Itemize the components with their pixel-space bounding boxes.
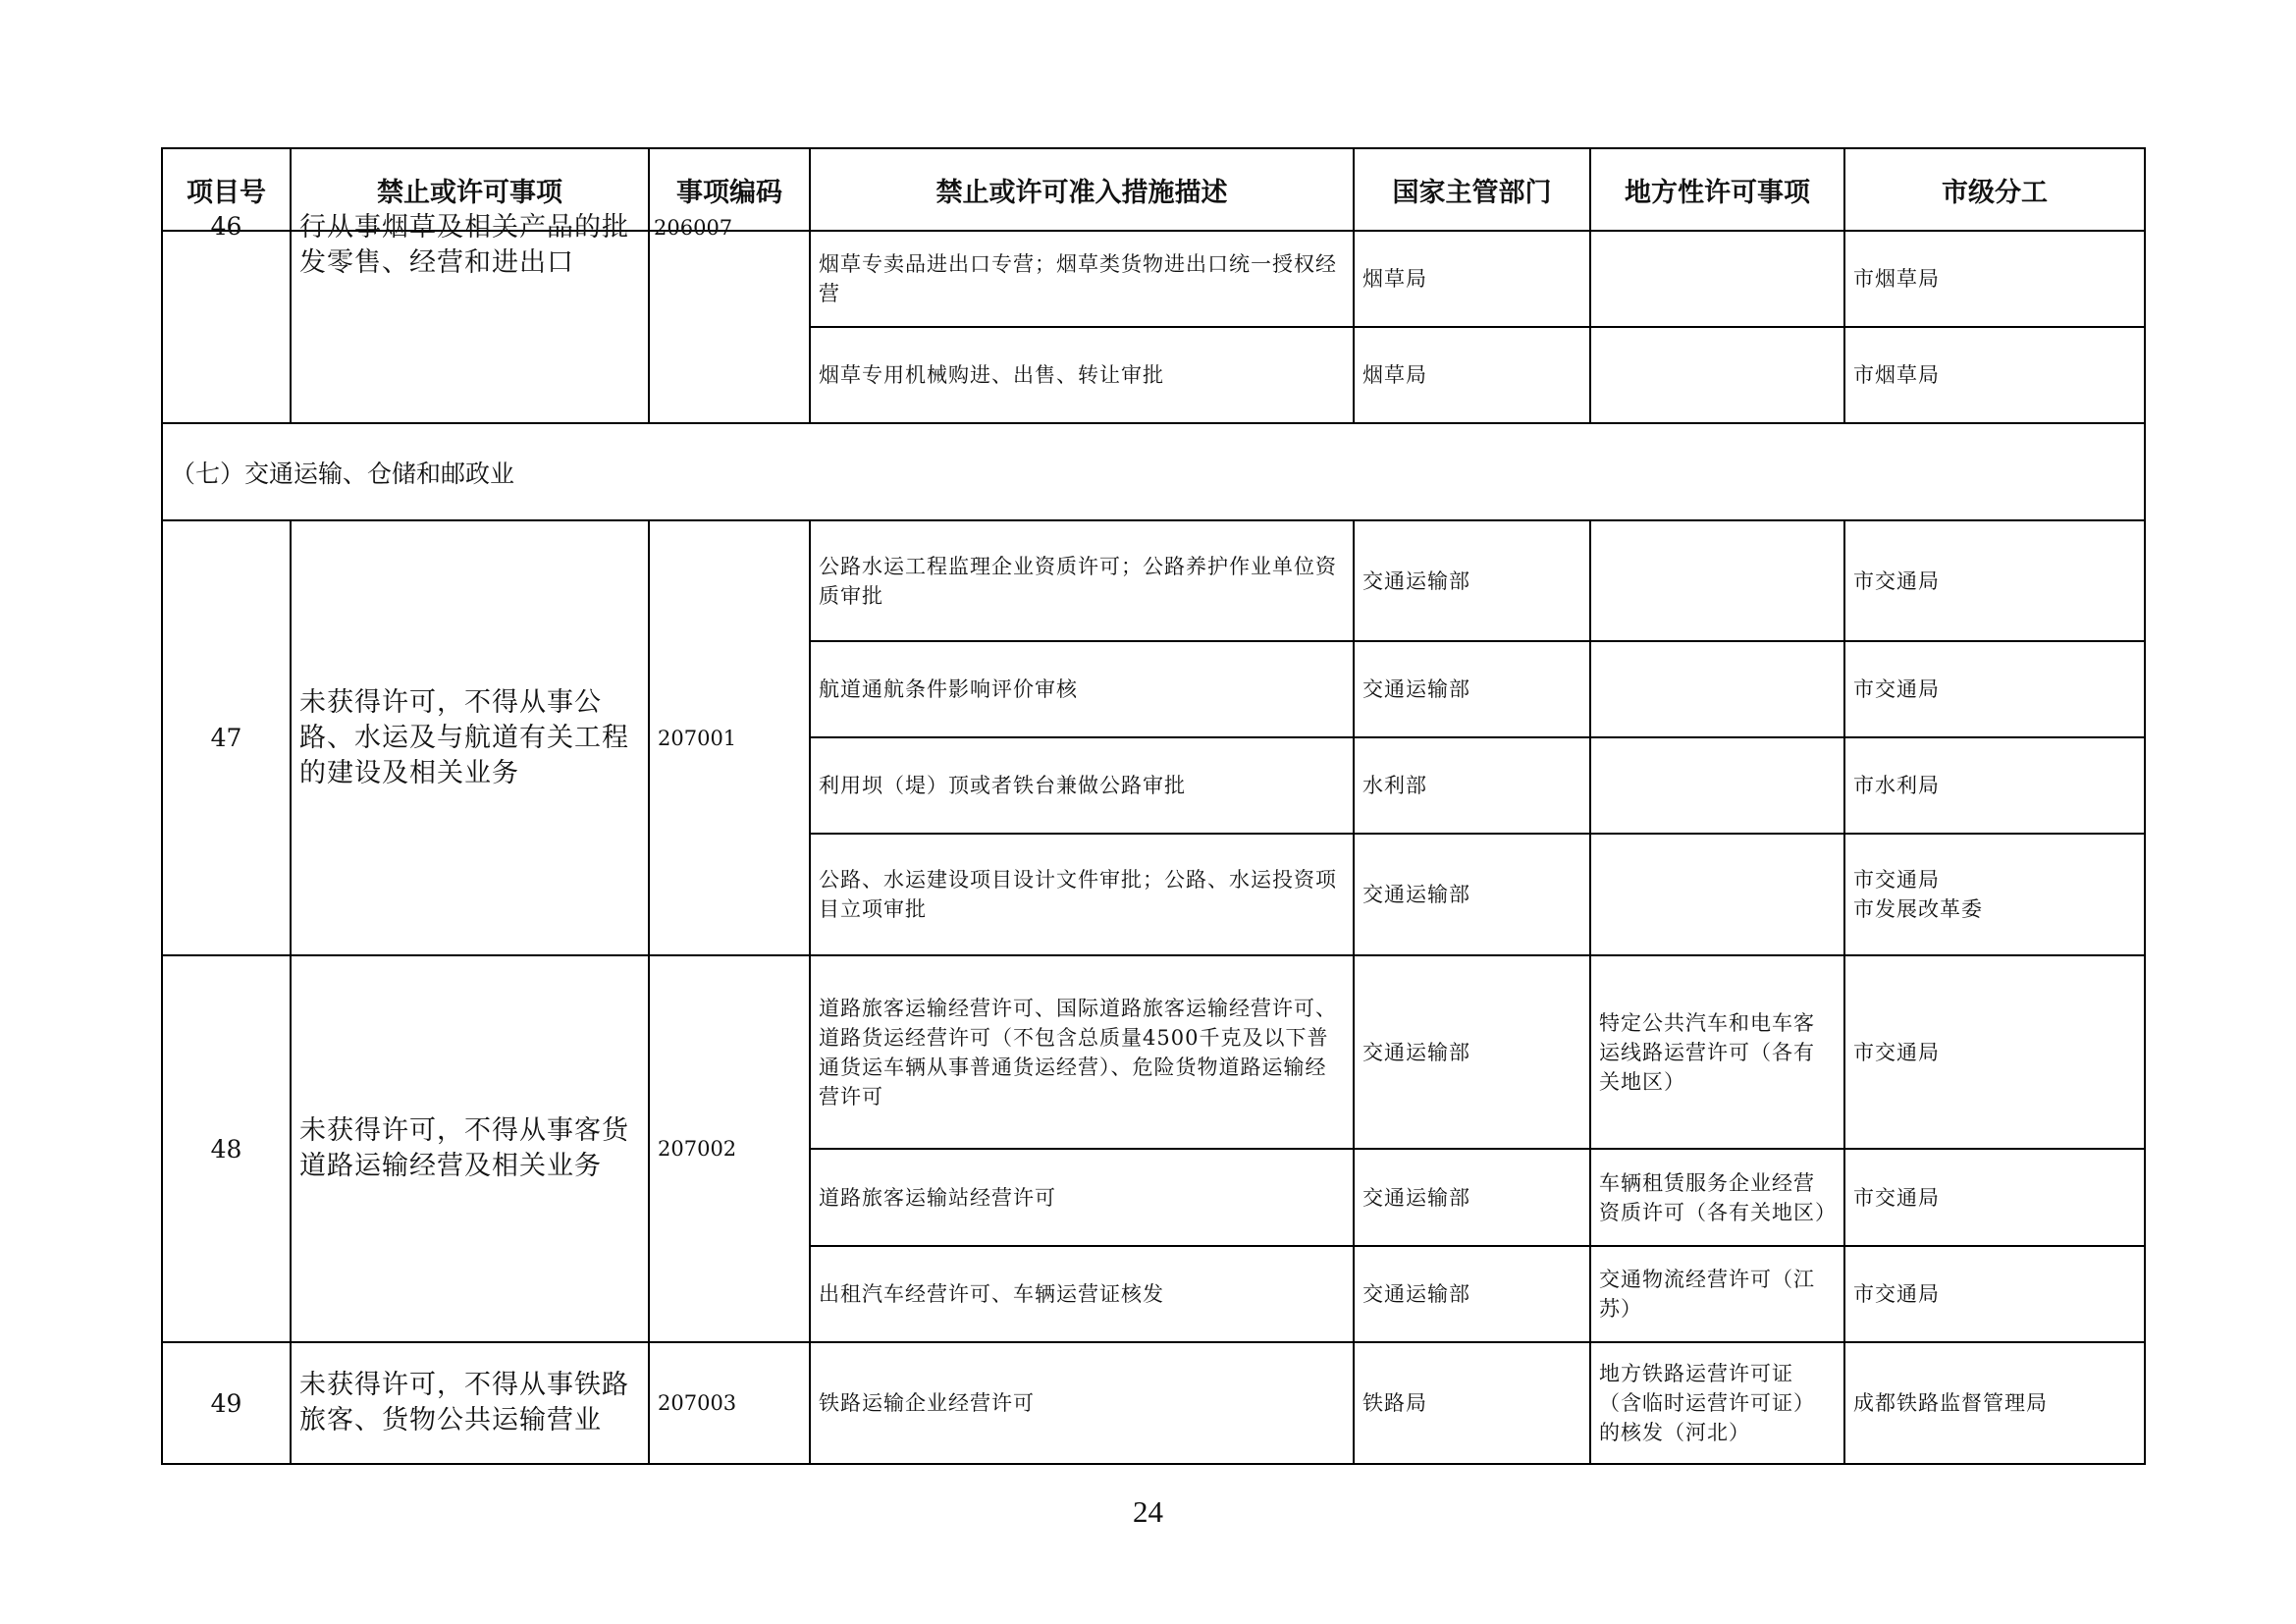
local-cell: 特定公共汽车和电车客运线路运营许可（各有关地区） [1590, 955, 1844, 1149]
table-row [162, 520, 2145, 641]
item-cell [291, 212, 649, 423]
table-row [162, 231, 2145, 327]
item-text: 未获得许可，不得从事铁路旅客、货物公共运输营业 [291, 1342, 649, 1464]
desc-cell: 道路旅客运输站经营许可 [810, 1149, 1354, 1246]
code-cell [649, 216, 810, 423]
desc-cell: 利用坝（堤）顶或者铁台兼做公路审批 [810, 737, 1354, 834]
col-header-item: 禁止或许可事项 [291, 148, 649, 231]
section-row [162, 423, 2145, 520]
page-number: 24 [1133, 1494, 1163, 1529]
table-row [162, 955, 2145, 1149]
local-cell [1590, 641, 1844, 737]
item-no-cell [162, 212, 291, 423]
local-cell [1590, 231, 1844, 327]
desc-cell: 烟草专用机械购进、出售、转让审批 [810, 327, 1354, 423]
city-cell: 市交通局 市发展改革委 [1844, 834, 2145, 955]
local-cell [1590, 834, 1844, 955]
dept-cell: 铁路局 [1354, 1342, 1590, 1464]
col-header-code: 事项编码 [649, 148, 810, 231]
table-row [162, 1342, 2145, 1464]
desc-cell: 烟草专卖品进出口专营；烟草类货物进出口统一授权经营 [810, 231, 1354, 327]
item-text-clipped: 行从事烟草及相关产品的批 [299, 212, 629, 243]
item-text: 未获得许可，不得从事客货道路运输经营及相关业务 [291, 955, 649, 1342]
item-text: 发零售、经营和进出口 [299, 247, 574, 278]
city-cell: 市烟草局 [1844, 231, 2145, 327]
dept-cell: 交通运输部 [1354, 834, 1590, 955]
dept-cell: 交通运输部 [1354, 1149, 1590, 1246]
city-cell: 市交通局 [1844, 1149, 2145, 1246]
item-no: 47 [162, 520, 291, 955]
col-header-city-division: 市级分工 [1844, 148, 2145, 231]
local-cell: 车辆租赁服务企业经营资质许可（各有关地区） [1590, 1149, 1844, 1246]
dept-cell: 交通运输部 [1354, 955, 1590, 1149]
local-cell: 交通物流经营许可（江苏） [1590, 1246, 1844, 1342]
item-no: 48 [162, 955, 291, 1342]
desc-cell: 道路旅客运输经营许可、国际道路旅客运输经营许可、道路货运经营许可（不包含总质量4500千克及以下普通货运车辆从事普通货运经营）、危险货物道路运输经营许可 [810, 955, 1354, 1149]
desc-cell: 航道通航条件影响评价审核 [810, 641, 1354, 737]
local-cell [1590, 327, 1844, 423]
item-code: 207003 [649, 1342, 810, 1464]
dept-cell: 水利部 [1354, 737, 1590, 834]
city-cell: 市交通局 [1844, 955, 2145, 1149]
col-header-national-dept: 国家主管部门 [1354, 148, 1590, 231]
city-cell: 成都铁路监督管理局 [1844, 1342, 2145, 1464]
local-cell: 地方铁路运营许可证（含临时运营许可证）的核发（河北） [1590, 1342, 1844, 1464]
city-cell: 市交通局 [1844, 520, 2145, 641]
item-code: 207002 [649, 955, 810, 1342]
dept-cell: 烟草局 [1354, 231, 1590, 327]
desc-cell: 铁路运输企业经营许可 [810, 1342, 1354, 1464]
item-text: 未获得许可，不得从事公路、水运及与航道有关工程的建设及相关业务 [291, 520, 649, 955]
local-cell [1590, 737, 1844, 834]
desc-cell: 公路、水运建设项目设计文件审批；公路、水运投资项目立项审批 [810, 834, 1354, 955]
desc-cell: 出租汽车经营许可、车辆运营证核发 [810, 1246, 1354, 1342]
access-list-table [161, 147, 2146, 1465]
dept-cell: 烟草局 [1354, 327, 1590, 423]
item-no: 46 [210, 212, 242, 241]
local-cell [1590, 520, 1844, 641]
city-cell: 市交通局 [1844, 1246, 2145, 1342]
dept-cell: 交通运输部 [1354, 520, 1590, 641]
city-cell: 市水利局 [1844, 737, 2145, 834]
item-code: 207001 [649, 520, 810, 955]
item-no: 49 [162, 1342, 291, 1464]
desc-cell: 公路水运工程监理企业资质许可；公路养护作业单位资质审批 [810, 520, 1354, 641]
dept-cell: 交通运输部 [1354, 641, 1590, 737]
col-header-local-permit: 地方性许可事项 [1590, 148, 1844, 231]
city-cell: 市烟草局 [1844, 327, 2145, 423]
item-code: 206007 [654, 216, 733, 240]
section-title: （七）交通运输、仓储和邮政业 [162, 423, 2145, 520]
col-header-description: 禁止或许可准入措施描述 [810, 148, 1354, 231]
col-header-item-no: 项目号 [162, 148, 291, 231]
city-cell: 市交通局 [1844, 641, 2145, 737]
dept-cell: 交通运输部 [1354, 1246, 1590, 1342]
